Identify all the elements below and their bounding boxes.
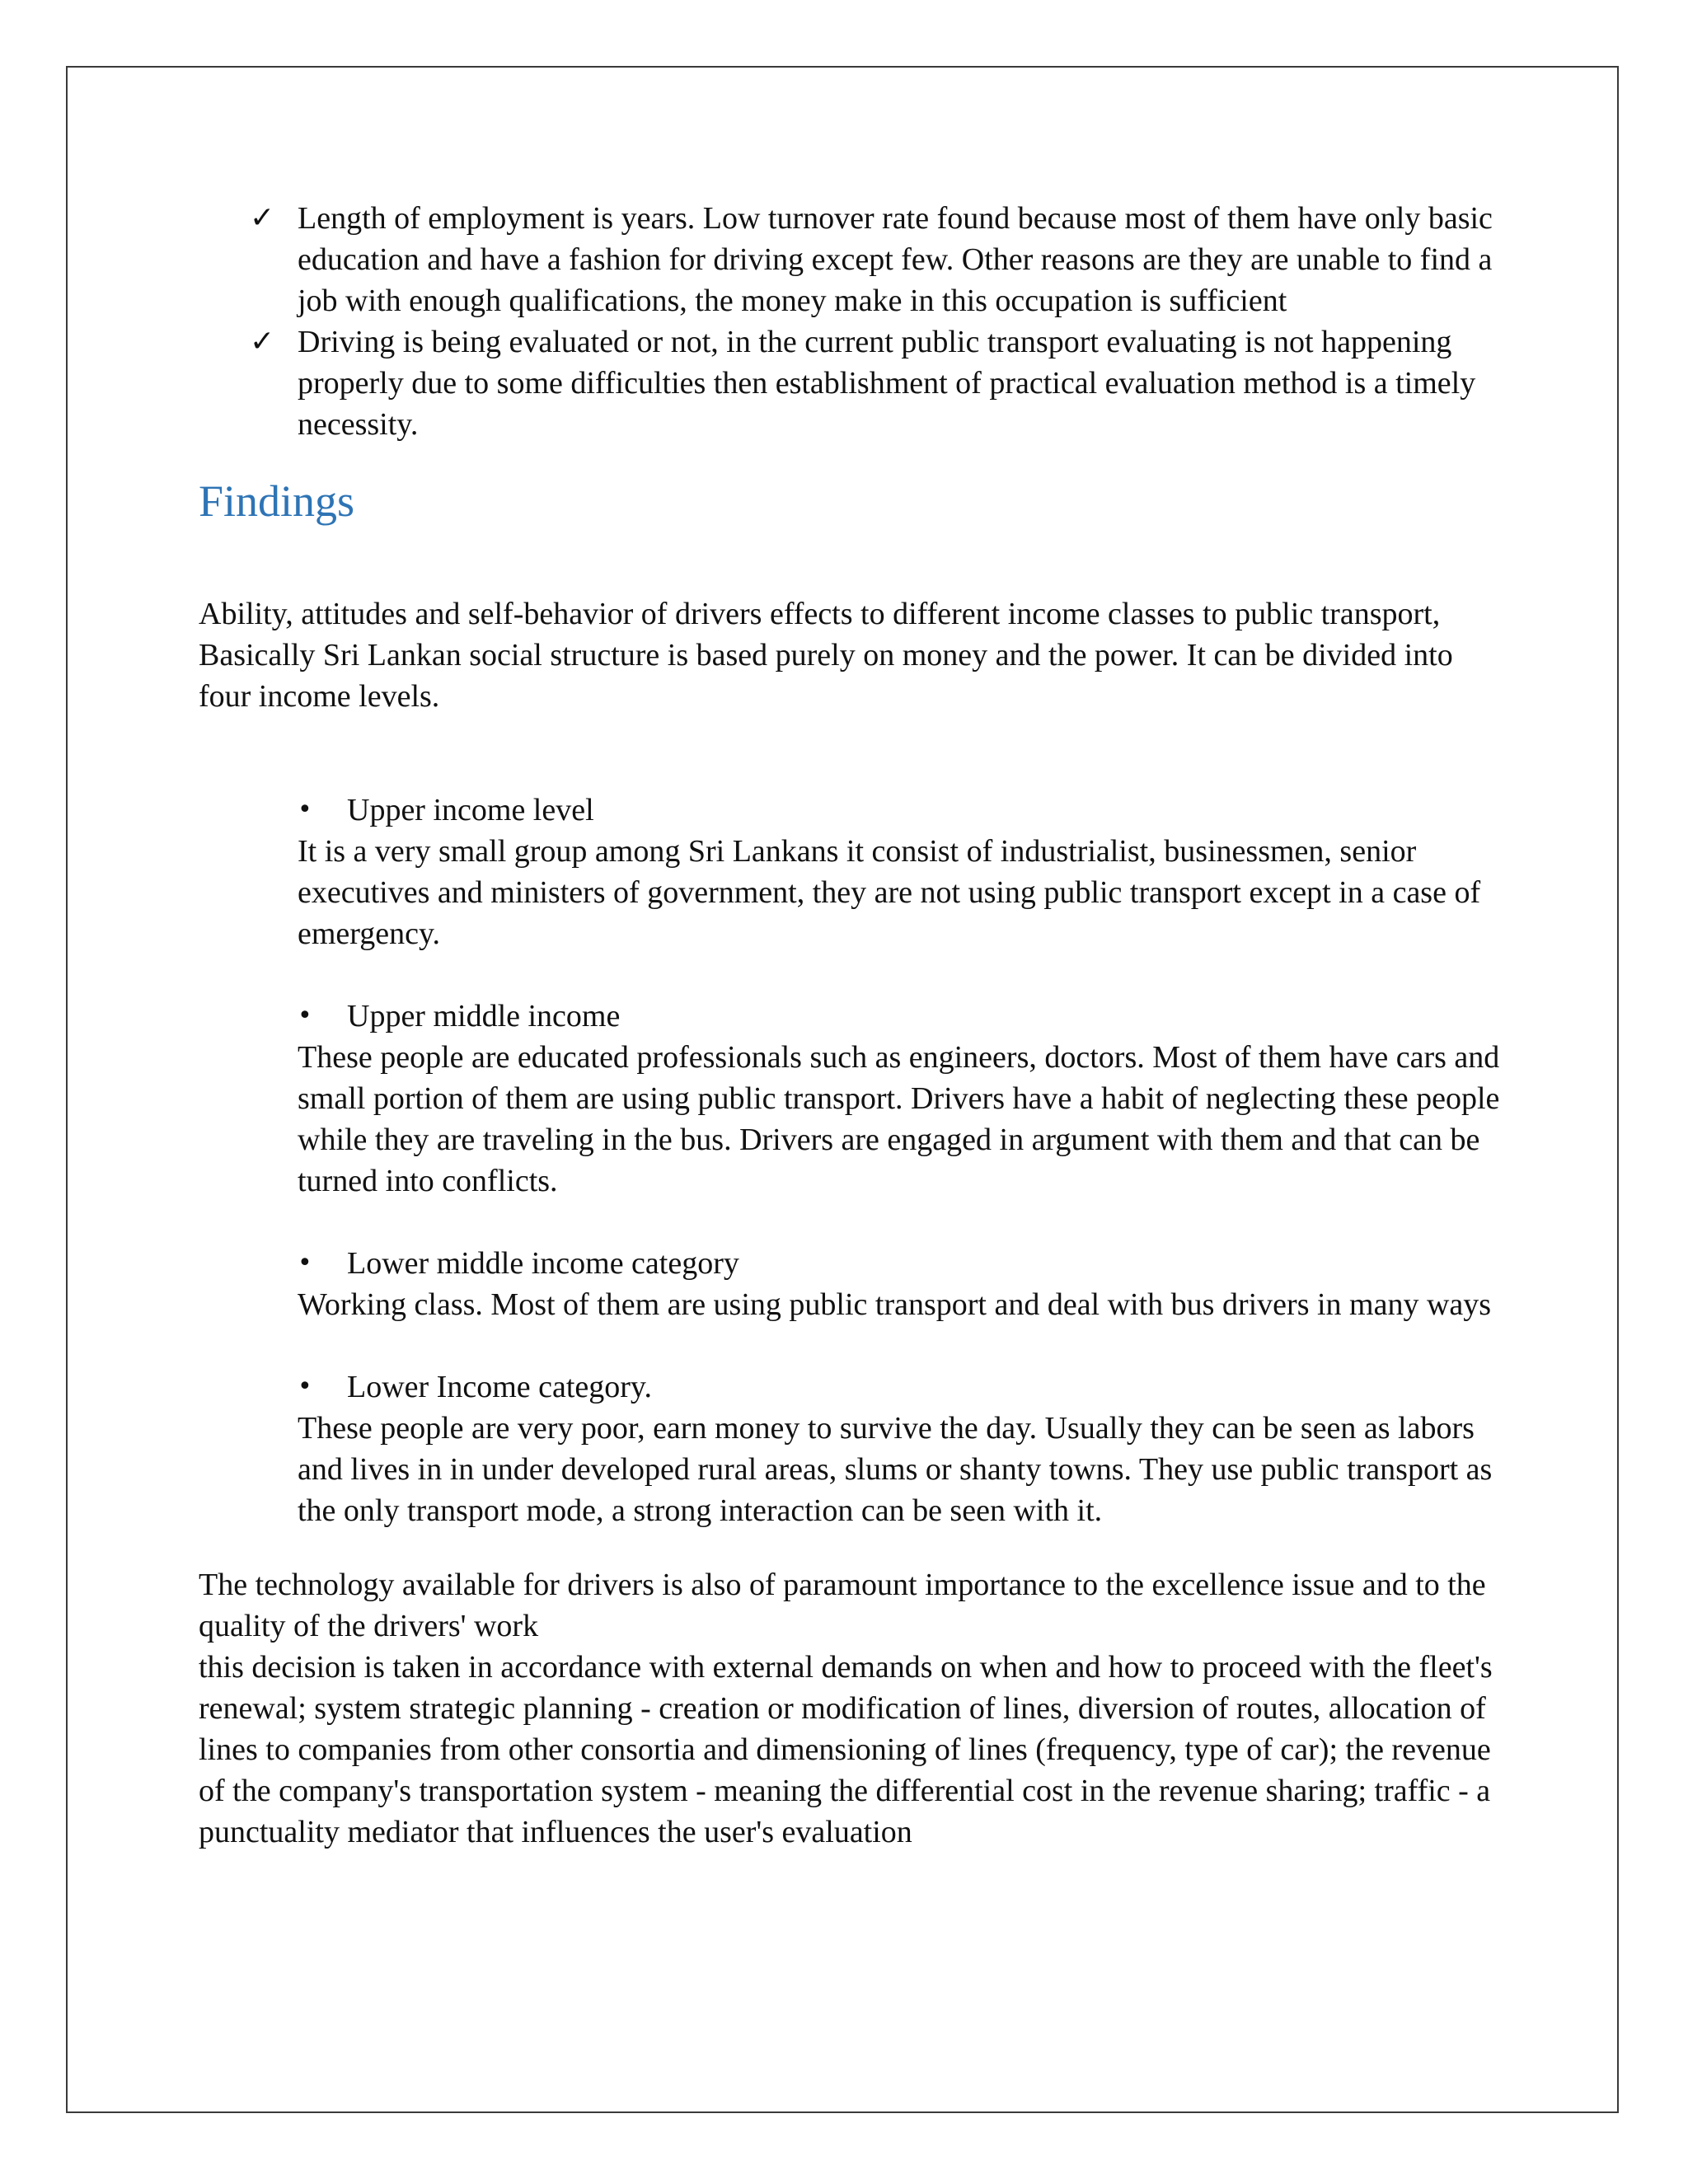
checklist-item: [199, 321, 1509, 445]
income-level-title-text: Lower Income category.: [347, 1370, 652, 1404]
income-level-item: [199, 790, 1509, 954]
bullet-icon: •: [298, 795, 312, 824]
checklist-item-text: Length of employment is years. Low turnover rate found because most of them have only basic education and have a fashion for driving except few. Other reasons are they are unable to find a job with enough qualifications, the money make in this occupation is sufficient: [298, 201, 1493, 318]
income-level-title: [298, 790, 1509, 831]
checklist-item-text: Driving is being evaluated or not, in the current public transport evaluating is not happening properly due to some difficulties then establishment of practical evaluation method is a timely necessity.: [298, 325, 1476, 442]
income-level-item: [199, 1243, 1509, 1325]
income-levels-list: [199, 790, 1509, 1531]
technology-line-2: this decision is taken in accordance with external demands on when and how to proceed with the fleet's renewal; system strategic planning - creation or modification of lines, diversion of routes, allocation of lines to companies from other consortia and dimensioning of lines (frequency, type of car); the revenue of the company's transportation system - meaning the differential cost in the revenue sharing; traffic - a punctuality mediator that influences the user's evaluation: [199, 1650, 1493, 1849]
income-level-description: These people are very poor, earn money to survive the day. Usually they can be seen as labors and lives in in under developed rural areas, slums or shanty towns. They use public transport as the only transport mode, a strong interaction can be seen with it.: [298, 1411, 1493, 1528]
checklist-item: [199, 198, 1509, 321]
checklist: [199, 198, 1509, 445]
bullet-icon: •: [298, 1372, 312, 1401]
income-level-description: It is a very small group among Sri Lankans it consist of industrialist, businessmen, senior executives and ministers of government, they are not using public transport except in a case of emergency.: [298, 834, 1481, 951]
check-icon: ✓: [250, 325, 275, 359]
intro-paragraph: Ability, attitudes and self-behavior of drivers effects to different income classes to public transport, Basically Sri Lankan social structure is based purely on money and the power. It can be divided into four income levels.: [199, 597, 1453, 714]
income-level-title: [298, 1366, 1509, 1408]
income-level-description: These people are educated professionals such as engineers, doctors. Most of them have cars and small portion of them are using public transport. Drivers have a habit of neglecting these people while they are traveling in the bus. Drivers are engaged in argument with them and that can be turned into conflicts.: [298, 1040, 1500, 1198]
income-level-description: Working class. Most of them are using public transport and deal with bus drivers in many ways: [298, 1287, 1492, 1322]
bullet-icon: •: [298, 1249, 312, 1277]
check-icon: ✓: [250, 201, 275, 235]
income-level-title: [298, 996, 1509, 1037]
technology-paragraph: [199, 1564, 1509, 1853]
income-level-title-text: Upper income level: [347, 793, 594, 827]
income-level-title: [298, 1243, 1509, 1284]
income-level-title-text: Upper middle income: [347, 999, 621, 1033]
section-heading: Findings: [199, 476, 355, 526]
income-level-item: [199, 996, 1509, 1202]
bullet-icon: •: [298, 1001, 312, 1030]
document-body: [199, 198, 1509, 1853]
income-level-title-text: Lower middle income category: [347, 1246, 739, 1281]
technology-line-1: The technology available for drivers is also of paramount importance to the excellence issue and to the quality of the drivers' work: [199, 1568, 1486, 1643]
income-level-item: [199, 1366, 1509, 1531]
